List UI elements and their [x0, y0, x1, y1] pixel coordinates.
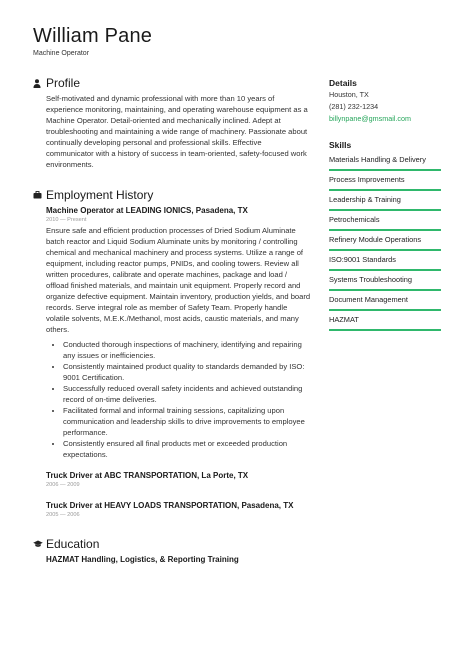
job-dates: 2006 — 2009	[46, 482, 80, 488]
list-item: • Conducted thorough inspections of machinery, identifying and repairing any issues or inefficiencies.	[63, 339, 311, 361]
sidebar	[329, 77, 441, 331]
job-bullets	[46, 339, 311, 460]
profile-text: Self-motivated and dynamic professional with more than 10 years of experience monitoring, maintaining, and operating warehouse equipment as a Machine Operator. Detail-oriented and mechanically inclined. Adept at troubleshooting and maintaining a wide range of machinery. Passionate about continually developing personal and professional skills. Effective communicator with a history of success in team-oriented, safety-focused work environments.	[46, 94, 308, 169]
details-title: Details	[329, 78, 357, 88]
skill-item: Petrochemicals	[329, 211, 441, 231]
job-description: Ensure safe and efficient production processes of Dried Sodium Aluminate batch reactor and Liquid Sodium Aluminate units by monitoring / controlling chemical and mechanical machinery and process systems. Utilize a range of equipment, including reactor pumps, PNIDs, and cooling towers. Review all written procedures, calibrate and operate machines, package and load / offload finished materials, and maintain unit equipment. Properly record and organize defective equipment. Maintain inventory, production yields, and board records. Serve integral role as member of Safety Team. Properly handle volatile solvents, M.E.K./Methanol, most acids, caustic materials, and many others.	[46, 226, 311, 334]
job-title: Truck Driver at ABC TRANSPORTATION, La Porte, TX	[46, 471, 249, 480]
graduation-cap-icon	[33, 540, 46, 548]
job-title: Machine Operator at LEADING IONICS, Pasadena, TX	[46, 206, 248, 215]
list-item: • Consistently ensured all final products met or exceeded production expectations.	[63, 438, 311, 460]
main-column	[33, 75, 311, 565]
job-dates: 2010 — Present	[46, 217, 87, 223]
resume-header	[33, 24, 152, 57]
briefcase-icon	[33, 191, 46, 199]
profile-section	[33, 75, 311, 170]
job-entry	[33, 470, 311, 490]
education-heading	[33, 536, 311, 552]
details-section	[329, 77, 441, 125]
skill-item: Leadership & Training	[329, 191, 441, 211]
job-entry	[33, 205, 311, 460]
job-title: Truck Driver at HEAVY LOADS TRANSPORTATION, Pasadena, TX	[46, 501, 294, 510]
list-item: • Consistently maintained product quality to standards demanded by ISO: 9001 Certification.	[63, 361, 311, 383]
education-section	[33, 536, 311, 565]
job-dates: 2005 — 2006	[46, 512, 80, 518]
candidate-title: Machine Operator	[33, 50, 90, 57]
email-link[interactable]: billynpane@gmsmail.com	[329, 114, 411, 123]
employment-section	[33, 187, 311, 520]
person-icon	[33, 79, 46, 88]
profile-heading	[33, 75, 311, 91]
candidate-name: William Pane	[33, 25, 153, 47]
list-item: • Successfully reduced overall safety incidents and achieved outstanding record of on-time deliveries.	[63, 383, 311, 405]
employment-title: Employment History	[46, 188, 154, 202]
phone-text: (281) 232-1234	[329, 102, 379, 111]
location-text: Houston, TX	[329, 90, 369, 99]
education-title: Education	[46, 537, 100, 551]
employment-heading	[33, 187, 311, 203]
skills-title: Skills	[329, 140, 352, 150]
skill-item: Systems Troubleshooting	[329, 271, 441, 291]
skill-item: ISO:9001 Standards	[329, 251, 441, 271]
list-item: • Facilitated formal and informal training sessions, capitalizing upon communication and leadership skills to drive improvements to employee performance.	[63, 405, 311, 438]
skill-item: Process Improvements	[329, 171, 441, 191]
profile-title: Profile	[46, 76, 81, 90]
skill-item: HAZMAT	[329, 311, 441, 331]
skills-section	[329, 139, 441, 331]
skill-item: Refinery Module Operations	[329, 231, 441, 251]
job-entry	[33, 500, 311, 520]
education-item: HAZMAT Handling, Logistics, & Reporting Training	[46, 555, 239, 564]
skill-item: Materials Handling & Delivery	[329, 151, 441, 171]
skill-item: Document Management	[329, 291, 441, 311]
